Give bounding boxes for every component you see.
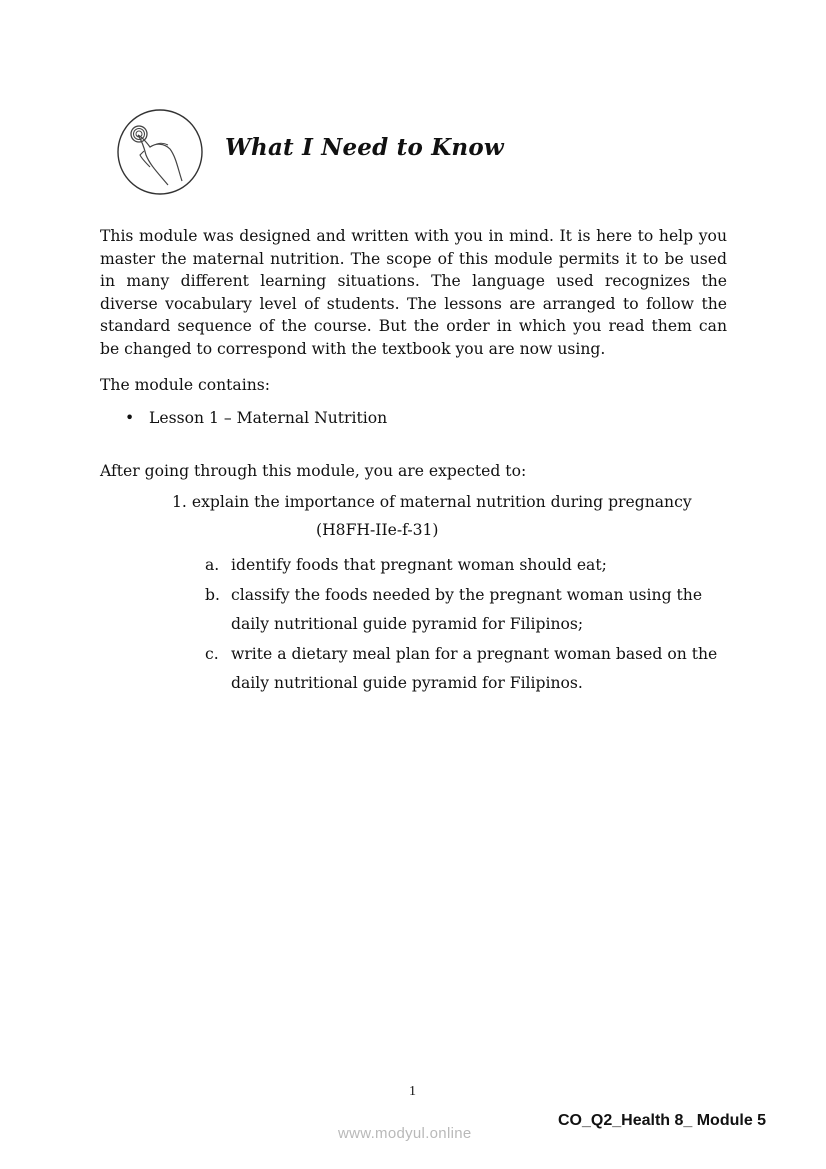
lesson-title: Lesson 1 – Maternal Nutrition: [149, 409, 388, 427]
contents-label: The module contains:: [100, 376, 271, 394]
intro-line: standard sequence of the course. But the order in which you read them can: [100, 317, 727, 335]
section-title: What I Need to Know: [225, 134, 504, 161]
page-number: 1: [409, 1084, 416, 1099]
competency-code: (H8FH-IIe-f-31): [316, 521, 439, 539]
bullet-icon: •: [125, 409, 135, 427]
sub-objective: [205, 551, 731, 581]
intro-line: This module was designed and written with you in mind. It is here to help you: [100, 227, 727, 245]
module-code: CO_Q2_Health 8_ Module 5: [558, 1112, 767, 1129]
sub-objective-text: classify the foods needed by the pregnant woman using the daily nutritional guide pyramid for Filipinos;: [231, 585, 703, 633]
sub-objective-label: a.: [205, 556, 220, 574]
intro-line: in many different learning situations. The language used recognizes the: [100, 272, 727, 290]
sub-objective-label: b.: [205, 585, 220, 604]
list-item: [125, 409, 387, 427]
objectives-intro: After going through this module, you are expected to:: [100, 462, 527, 480]
sub-objectives: [205, 551, 731, 699]
intro-line: master the maternal nutrition. The scope of this module permits it to be used: [100, 249, 727, 268]
watermark: www.modyul.online: [338, 1125, 472, 1142]
sub-objective-text: write a dietary meal plan for a pregnant woman based on the daily nutritional guide pyramid for Filipinos.: [231, 644, 718, 692]
intro-paragraph: [100, 225, 727, 360]
sub-objective-text: identify foods that pregnant woman should eat;: [231, 556, 607, 574]
intro-line: diverse vocabulary level of students. The lessons are arranged to follow the: [100, 294, 727, 313]
intro-line: be changed to correspond with the textbook you are now using.: [100, 339, 606, 358]
sub-objective: [205, 640, 731, 699]
objective-text: explain the importance of maternal nutrition during pregnancy: [191, 493, 692, 511]
objective-main: [172, 493, 692, 511]
hand-touch-icon: [112, 107, 210, 197]
sub-objective: [205, 581, 731, 640]
objective-number: 1.: [172, 493, 187, 511]
sub-objective-label: c.: [205, 644, 219, 663]
